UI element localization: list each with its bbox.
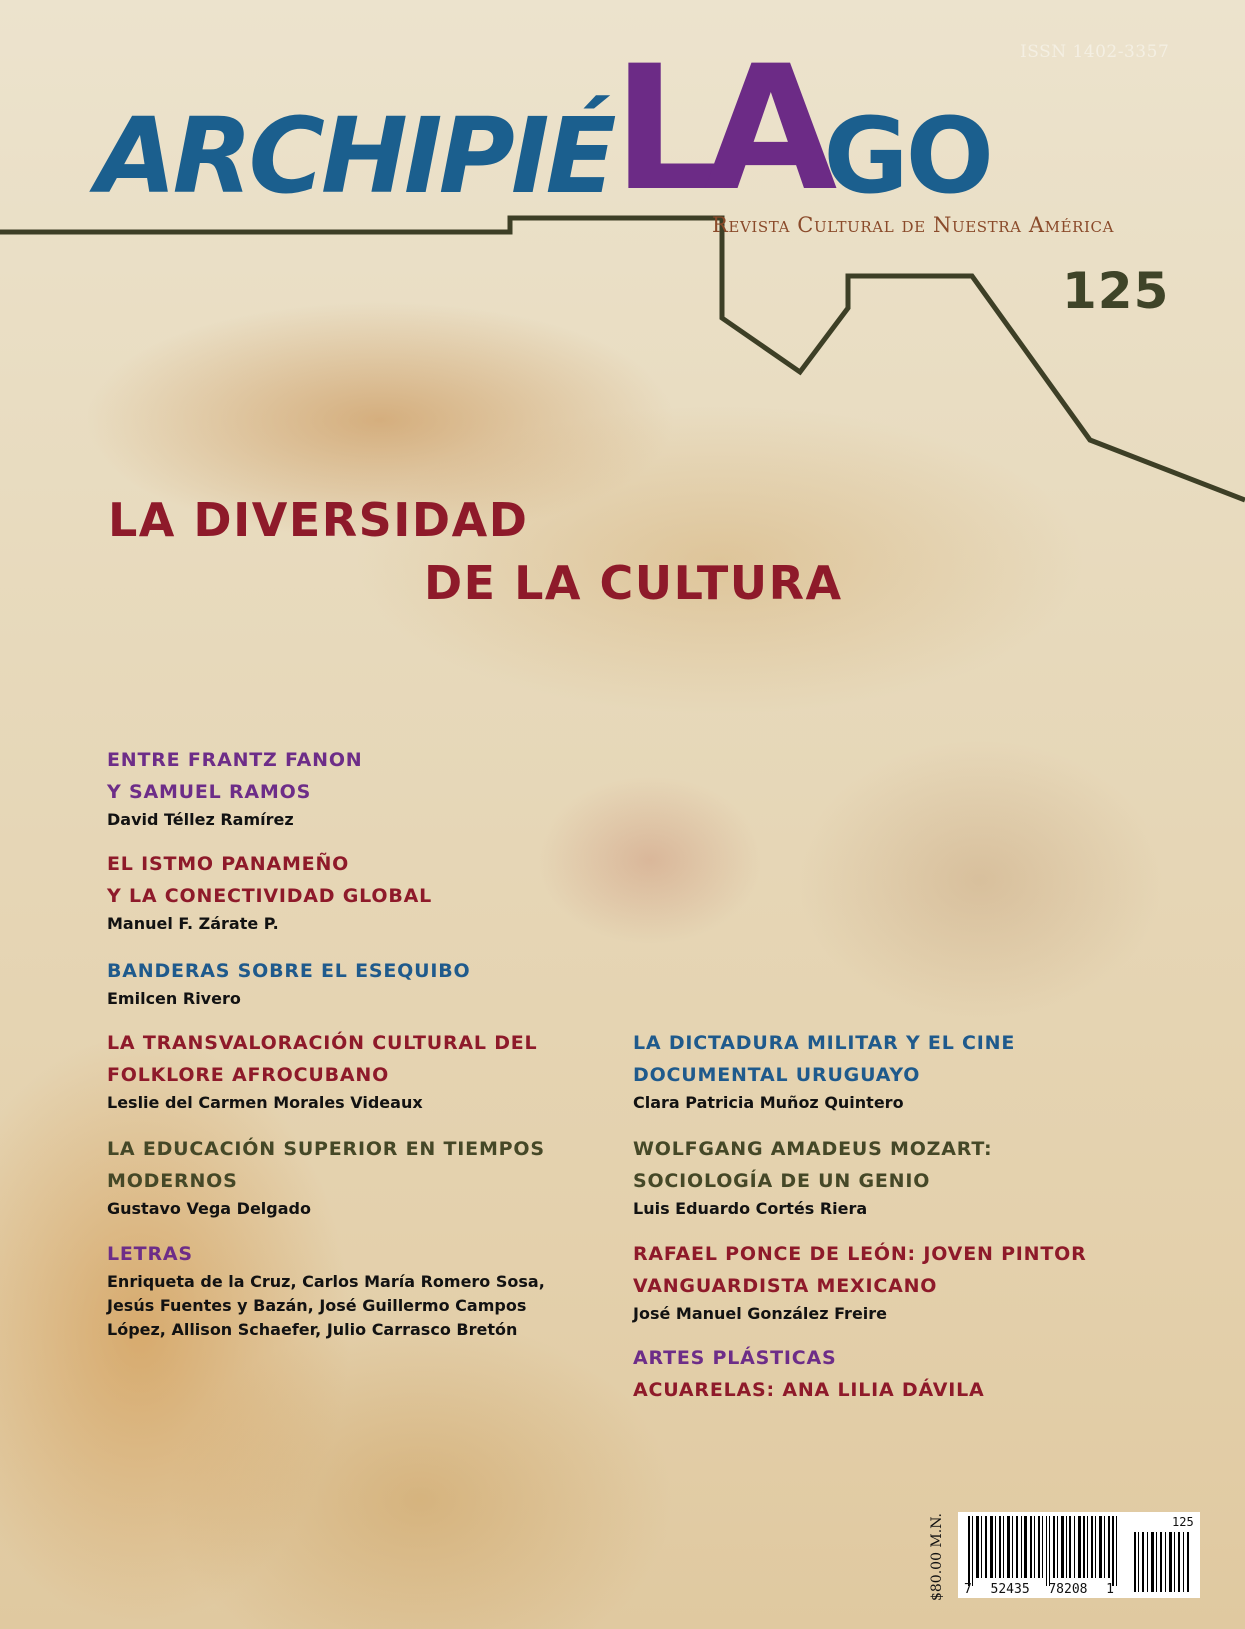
cover-headline-line1: LA DIVERSIDAD [108,493,529,547]
article-author: Luis Eduardo Cortés Riera [633,1199,868,1218]
logo-archipie: ARCHIPIÉ [96,95,613,217]
article-title: LA TRANSVALORACIÓN CULTURAL DEL [107,1032,538,1054]
article-title: ENTRE FRANTZ FANON [107,749,363,771]
contents-item [633,1238,1113,1326]
issue-number: 125 [1062,262,1170,320]
contents-item [107,1238,587,1342]
issn-number: ISSN 1402-3357 [1020,42,1170,62]
article-author: Manuel F. Zárate P. [107,914,279,933]
logo-go: GO [823,95,992,217]
article-author: Leslie del Carmen Morales Videaux [107,1093,423,1112]
article-title: VANGUARDISTA MEXICANO [633,1275,938,1297]
logo-la: LA [612,28,820,229]
contents-item [107,955,587,1011]
article-author: David Téllez Ramírez [107,810,294,829]
barcode-digit-check: 1 [1106,1582,1114,1597]
barcode-digits-right: 78208 [1048,1582,1088,1597]
article-title: SOCIOLOGÍA DE UN GENIO [633,1170,931,1192]
article-title: LA EDUCACIÓN SUPERIOR EN TIEMPOS [107,1138,545,1160]
contents-item [633,1133,1113,1221]
contents-item [107,1133,587,1221]
article-title: WOLFGANG AMADEUS MOZART: [633,1138,993,1160]
article-author: Enriqueta de la Cruz, Carlos María Romero Sosa, [107,1272,545,1291]
article-title: Y LA CONECTIVIDAD GLOBAL [107,885,433,907]
barcode-digit-lead: 7 [964,1582,972,1597]
article-title: LA DICTADURA MILITAR Y EL CINE [633,1032,1016,1054]
article-title: FOLKLORE AFROCUBANO [107,1064,390,1086]
price-label: $80.00 M.N. [929,1512,945,1602]
article-title: LETRAS [107,1243,193,1265]
article-author: López, Allison Schaefer, Julio Carrasco Bretón [107,1320,518,1339]
cover-headline-line2: DE LA CULTURA [424,556,843,610]
contents-item [107,848,587,936]
contents-item [633,1342,1113,1406]
barcode-digits [964,1582,1114,1597]
article-title: DOCUMENTAL URUGUAYO [633,1064,921,1086]
article-author: José Manuel González Freire [633,1304,888,1323]
masthead-logo [96,28,992,229]
contents-item [633,1027,1113,1115]
article-title: RAFAEL PONCE DE LEÓN: JOVEN PINTOR [633,1243,1087,1265]
article-title: Y SAMUEL RAMOS [107,781,312,803]
article-title: BANDERAS SOBRE EL ESEQUIBO [107,960,471,982]
magazine-subtitle: Revista Cultural de Nuestra América [712,213,1115,237]
contents-item [107,1027,587,1115]
article-title: MODERNOS [107,1170,238,1192]
barcode-digits-left: 52435 [990,1582,1030,1597]
article-title: ACUARELAS: ANA LILIA DÁVILA [633,1379,985,1401]
article-author: Emilcen Rivero [107,989,241,1008]
article-title: ARTES PLÁSTICAS [633,1347,837,1369]
contents-item [107,744,587,832]
article-author: Gustavo Vega Delgado [107,1199,311,1218]
article-author: Clara Patricia Muñoz Quintero [633,1093,904,1112]
article-author: Jesús Fuentes y Bazán, José Guillermo Campos [107,1296,527,1315]
article-title: EL ISTMO PANAMEÑO [107,853,350,875]
barcode-addon-digits: 125 [1172,1515,1194,1529]
